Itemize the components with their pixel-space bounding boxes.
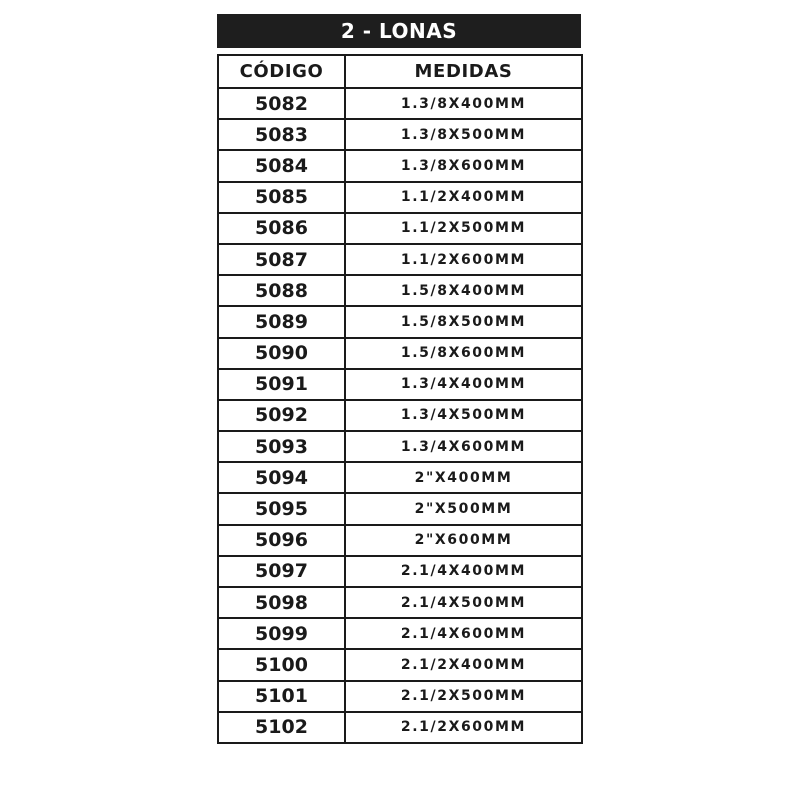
product-sheet xyxy=(217,14,581,744)
table-row xyxy=(218,306,582,337)
table-row xyxy=(218,275,582,306)
table-row xyxy=(218,338,582,369)
cell-codigo: 5082 xyxy=(218,88,345,119)
cell-codigo: 5088 xyxy=(218,275,345,306)
table-body xyxy=(218,88,582,743)
cell-codigo: 5099 xyxy=(218,618,345,649)
cell-medidas: 1.5/8X400MM xyxy=(345,275,582,306)
cell-codigo: 5098 xyxy=(218,587,345,618)
cell-codigo: 5100 xyxy=(218,649,345,680)
cell-codigo: 5091 xyxy=(218,369,345,400)
cell-medidas: 1.3/4X600MM xyxy=(345,431,582,462)
cell-codigo: 5096 xyxy=(218,525,345,556)
table-row xyxy=(218,369,582,400)
table-row xyxy=(218,618,582,649)
cell-codigo: 5086 xyxy=(218,213,345,244)
cell-codigo: 5087 xyxy=(218,244,345,275)
cell-medidas: 1.5/8X600MM xyxy=(345,338,582,369)
cell-medidas: 1.1/2X600MM xyxy=(345,244,582,275)
cell-codigo: 5089 xyxy=(218,306,345,337)
table-row xyxy=(218,182,582,213)
table-row xyxy=(218,400,582,431)
cell-codigo: 5090 xyxy=(218,338,345,369)
cell-medidas: 2"X600MM xyxy=(345,525,582,556)
table-row xyxy=(218,119,582,150)
cell-codigo: 5094 xyxy=(218,462,345,493)
table-title: 2 - LONAS xyxy=(217,14,581,48)
header-codigo: CÓDIGO xyxy=(218,55,345,88)
table-row xyxy=(218,587,582,618)
cell-medidas: 1.1/2X400MM xyxy=(345,182,582,213)
cell-medidas: 2"X400MM xyxy=(345,462,582,493)
table-row xyxy=(218,649,582,680)
cell-medidas: 1.1/2X500MM xyxy=(345,213,582,244)
cell-codigo: 5095 xyxy=(218,493,345,524)
cell-codigo: 5092 xyxy=(218,400,345,431)
cell-medidas: 1.3/8X600MM xyxy=(345,150,582,181)
cell-medidas: 2"X500MM xyxy=(345,493,582,524)
table-row xyxy=(218,150,582,181)
cell-medidas: 2.1/2X400MM xyxy=(345,649,582,680)
table-row xyxy=(218,681,582,712)
header-medidas: MEDIDAS xyxy=(345,55,582,88)
table-row xyxy=(218,88,582,119)
product-table xyxy=(217,54,583,744)
table-row xyxy=(218,244,582,275)
cell-codigo: 5083 xyxy=(218,119,345,150)
cell-codigo: 5101 xyxy=(218,681,345,712)
cell-medidas: 1.5/8X500MM xyxy=(345,306,582,337)
cell-medidas: 2.1/4X600MM xyxy=(345,618,582,649)
cell-codigo: 5084 xyxy=(218,150,345,181)
table-row xyxy=(218,213,582,244)
cell-codigo: 5102 xyxy=(218,712,345,743)
cell-medidas: 1.3/8X400MM xyxy=(345,88,582,119)
cell-medidas: 2.1/4X400MM xyxy=(345,556,582,587)
table-row xyxy=(218,556,582,587)
cell-medidas: 2.1/4X500MM xyxy=(345,587,582,618)
cell-medidas: 2.1/2X500MM xyxy=(345,681,582,712)
cell-medidas: 1.3/4X500MM xyxy=(345,400,582,431)
cell-medidas: 1.3/4X400MM xyxy=(345,369,582,400)
table-row xyxy=(218,431,582,462)
table-row xyxy=(218,462,582,493)
cell-medidas: 1.3/8X500MM xyxy=(345,119,582,150)
table-row xyxy=(218,493,582,524)
cell-codigo: 5093 xyxy=(218,431,345,462)
table-row xyxy=(218,712,582,743)
table-row xyxy=(218,525,582,556)
header-row xyxy=(218,55,582,88)
cell-medidas: 2.1/2X600MM xyxy=(345,712,582,743)
cell-codigo: 5097 xyxy=(218,556,345,587)
cell-codigo: 5085 xyxy=(218,182,345,213)
